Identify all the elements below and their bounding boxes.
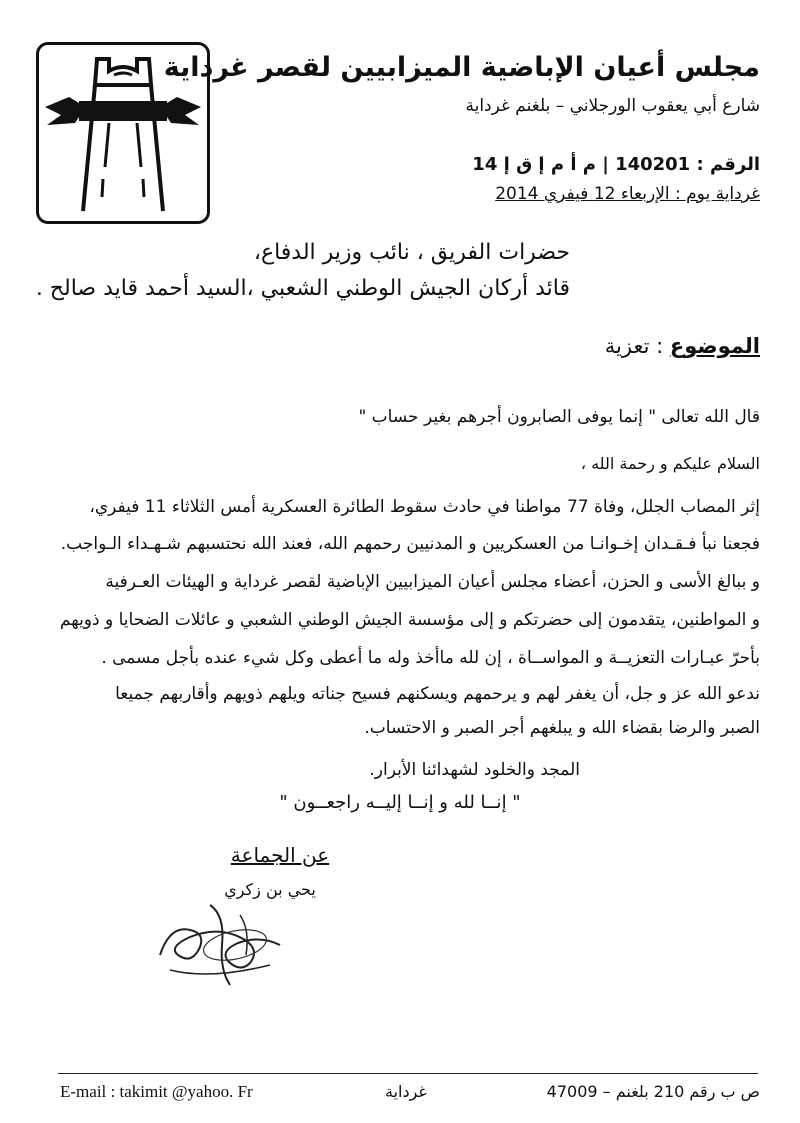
closing-prayer: " إنــا لله و إنــا إليــه راجعــون " (279, 792, 521, 813)
subject-value: : تعزية (604, 334, 664, 358)
footer-city: غرداية (385, 1082, 427, 1101)
footer-po-box: ص ب رقم 210 بلغنم – 47009 (546, 1082, 760, 1101)
recipient-line-1: حضرات الفريق ، نائب وزير الدفاع، (253, 240, 570, 265)
date-text: غرداية يوم : الإربعاء 12 فيفري 2014 (495, 184, 760, 204)
body-line: و المواطنين، يتقدمون إلى حضرتكم و إلى مؤسسة الجيش الوطني الشعبي و عائلات الضحايا و ذويهم (59, 610, 760, 630)
handwritten-signature-icon (150, 885, 300, 995)
organization-name: مجلس أعيان الإباضية الميزابيين لقصر غرداية (163, 52, 760, 83)
body-line: الصبر والرضا بقضاء الله و يبلغهم أجر الصبر و الاحتساب. (364, 718, 760, 738)
footer-divider (58, 1073, 758, 1074)
quran-verse: قال الله تعالى " إنما يوفى الصابرون أجرهم بغير حساب " (358, 407, 760, 427)
greeting: السلام عليكم و رحمة الله ، (580, 454, 760, 473)
recipient-line-2: قائد أركان الجيش الوطني الشعبي ،السيد أحمد قايد صالح . (35, 276, 570, 301)
body-line: ندعو الله عز و جل، أن يغفر لهم و يرحمهم ويسكنهم فسيح جناته ويلهم ذويهم وأقاربهم جميعا (115, 684, 760, 704)
reference-value: 140201 | م أ م إ ق إ 14 (472, 154, 691, 175)
reference-number (472, 154, 760, 175)
body-line: و ببالغ الأسى و الحزن، أعضاء مجلس أعيان الميزابيين الإباضية لقصر غرداية و الهيئات العـرفية (105, 572, 760, 592)
signer-name: يحي بن زكري (224, 880, 316, 899)
letter-date (495, 184, 760, 204)
reference-label: الرقم : (696, 154, 760, 175)
organization-address: شارع أبي يعقوب الورجلاني – بلغنم غرداية (465, 96, 760, 116)
on-behalf-label: عن الجماعة (230, 843, 330, 867)
subject-line (605, 334, 760, 358)
body-line: بأحرّ عبـارات التعزيــة و المواســاة ، إن لله ماأخذ وله ما أعطى وكل شيء عنده بأجل مسمى . (101, 648, 760, 668)
subject-label: الموضوع (669, 334, 760, 358)
body-line: فجعنا نبأ فـقـدان إخـوانـا من العسكريين و المدنيين رحمهم الله، فعند الله نحتسبهم شـهـداء الـواجب. (60, 534, 760, 554)
body-line: إثر المصاب الجلل، وفاة 77 مواطنا في حادث سقوط الطائرة العسكرية أمس الثلاثاء 11 فيفري، (89, 497, 760, 517)
closing-line: المجد والخلود لشهدائنا الأبرار. (369, 760, 580, 780)
footer-email: E-mail : takimit @yahoo. Fr (60, 1082, 253, 1101)
